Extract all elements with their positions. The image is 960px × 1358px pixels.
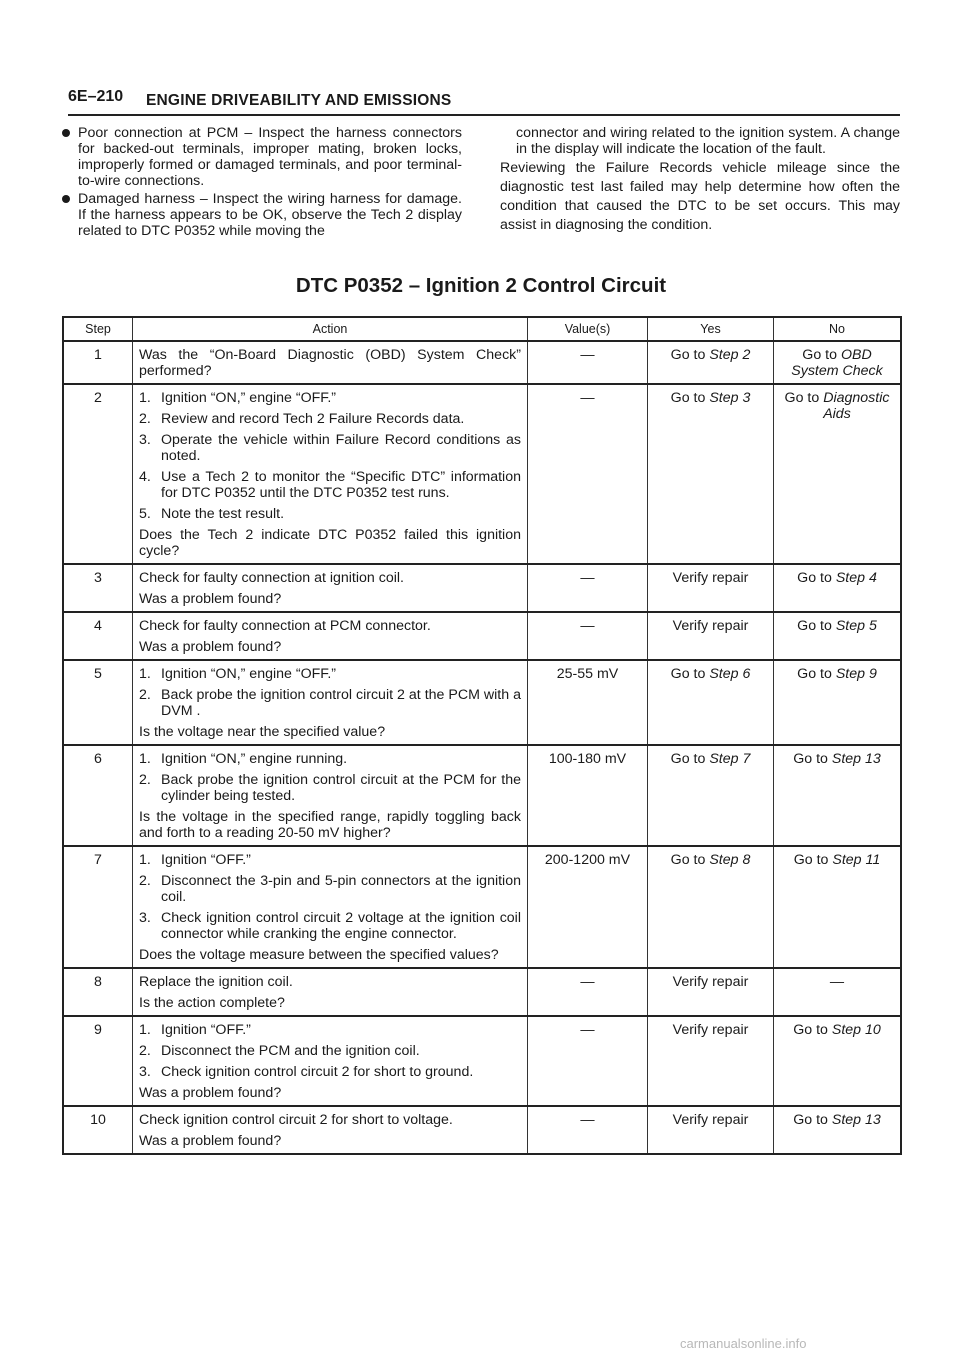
no-link: Step 10 (831, 1022, 881, 1038)
document-title: DTC P0352 – Ignition 2 Control Circuit (295, 274, 667, 297)
action-item-number: 3. (139, 910, 151, 926)
action-item-text: Operate the vehicle within Failure Record conditions as noted. (161, 432, 521, 464)
action-item-text: Note the test result. (161, 506, 285, 522)
value-cell: — (528, 1106, 648, 1154)
no-text: Go to (797, 618, 832, 634)
table-row (63, 1106, 901, 1154)
no-link: Diagnostic Aids (823, 390, 890, 422)
action-item (139, 390, 521, 406)
action-question: Was a problem found? (139, 639, 282, 655)
yes-text: Go to (670, 852, 706, 868)
action-item (139, 910, 521, 942)
no-text: — (829, 974, 845, 990)
value-cell: 25-55 mV (528, 660, 648, 745)
action-question: Was a problem found? (139, 1133, 282, 1149)
header-yes: Yes (648, 317, 774, 341)
no-cell (774, 384, 902, 564)
no-text: Go to (793, 852, 829, 868)
yes-cell (648, 968, 774, 1016)
action-item-text: Check ignition control circuit 2 for short to ground. (161, 1064, 474, 1080)
action-cell (133, 1016, 528, 1106)
action-item (139, 432, 521, 464)
action-cell (133, 564, 528, 612)
watermark: carmanualsonline.info (680, 1336, 807, 1351)
yes-text: Verify repair (672, 1022, 749, 1038)
value-cell: — (528, 968, 648, 1016)
action-item-number: 1. (139, 852, 151, 868)
table-header-row (63, 317, 901, 341)
no-cell (774, 968, 902, 1016)
yes-cell (648, 564, 774, 612)
bullet-continuation: connector and wiring related to the ignition system. A change in the display will indicate the location of the fault. (516, 125, 900, 157)
bullet-item (62, 191, 462, 239)
bullet-icon (62, 195, 70, 203)
yes-text: Go to (670, 751, 706, 767)
no-text: Go to (797, 666, 832, 682)
value-cell: — (528, 612, 648, 660)
table-row (63, 745, 901, 846)
action-item (139, 506, 521, 522)
value-cell: — (528, 341, 648, 384)
action-item-number: 3. (139, 1064, 151, 1080)
action-question: Is the action complete? (139, 995, 285, 1011)
yes-text: Go to (670, 390, 706, 406)
action-item (139, 751, 521, 767)
no-cell (774, 1016, 902, 1106)
yes-text: Verify repair (672, 618, 749, 634)
yes-cell (648, 846, 774, 968)
action-question: Was a problem found? (139, 1085, 282, 1101)
action-instruction: Check for faulty connection at ignition coil. (139, 570, 404, 586)
value-cell: — (528, 1016, 648, 1106)
no-text: Go to (797, 570, 832, 586)
step-number: 6 (63, 745, 133, 846)
step-number: 2 (63, 384, 133, 564)
header-no: No (774, 317, 902, 341)
action-item (139, 1064, 521, 1080)
no-cell (774, 745, 902, 846)
yes-link: Step 2 (709, 347, 751, 363)
yes-cell (648, 612, 774, 660)
bullet-text: Damaged harness – Inspect the wiring harness for damage. If the harness appears to be OK, observe the Tech 2 display related to DTC P0352 while moving the (78, 191, 462, 239)
action-cell (133, 1106, 528, 1154)
no-cell (774, 341, 902, 384)
action-item-text: Ignition “ON,” engine “OFF.” (161, 390, 337, 406)
action-cell (133, 968, 528, 1016)
no-link: Step 4 (835, 570, 877, 586)
no-link: Step 13 (831, 1112, 881, 1128)
action-item-text: Back probe the ignition control circuit 2 at the PCM with a DVM . (161, 687, 521, 719)
action-item (139, 666, 521, 682)
no-link: OBD System Check (791, 347, 883, 379)
yes-cell (648, 1106, 774, 1154)
action-item (139, 772, 521, 804)
step-number: 1 (63, 341, 133, 384)
action-item-number: 2. (139, 873, 151, 889)
yes-text: Verify repair (672, 974, 749, 990)
yes-text: Go to (670, 666, 706, 682)
action-item (139, 687, 521, 719)
yes-link: Step 7 (709, 751, 751, 767)
action-item-number: 1. (139, 751, 151, 767)
action-item-text: Ignition “ON,” engine “OFF.” (161, 666, 337, 682)
action-cell (133, 745, 528, 846)
action-cell (133, 846, 528, 968)
no-text: Go to (802, 347, 837, 363)
yes-link: Step 3 (709, 390, 751, 406)
section-title: ENGINE DRIVEABILITY AND EMISSIONS (146, 92, 452, 109)
action-instruction: Check ignition control circuit 2 for short to voltage. (139, 1112, 453, 1128)
value-cell: — (528, 384, 648, 564)
table-row (63, 846, 901, 968)
diagnostic-table (62, 316, 902, 1155)
no-link: Step 13 (831, 751, 881, 767)
action-item-text: Use a Tech 2 to monitor the “Specific DTC” information for DTC P0352 until the DTC P0352 test runs. (161, 469, 521, 501)
action-instruction: Check for faulty connection at PCM connector. (139, 618, 431, 634)
action-cell (133, 612, 528, 660)
yes-link: Step 6 (709, 666, 751, 682)
action-item-number: 4. (139, 469, 151, 485)
bullet-item (62, 125, 462, 189)
action-item-number: 1. (139, 390, 151, 406)
bullet-icon (62, 129, 70, 137)
action-item (139, 411, 521, 427)
bullet-text: Poor connection at PCM – Inspect the harness connectors for backed-out terminals, improper mating, broken locks, improperly formed or damaged terminals, and poor terminal-to-wire connections. (78, 125, 462, 189)
header-step: Step (63, 317, 133, 341)
table-row (63, 660, 901, 745)
intro-left-column (62, 125, 462, 241)
yes-text: Go to (670, 347, 706, 363)
no-cell (774, 846, 902, 968)
no-cell (774, 660, 902, 745)
no-text: Go to (784, 390, 820, 406)
action-item-text: Ignition “OFF.” (161, 1022, 251, 1038)
no-text: Go to (793, 751, 828, 767)
action-cell (133, 341, 528, 384)
no-cell (774, 612, 902, 660)
header-action: Action (133, 317, 528, 341)
yes-cell (648, 660, 774, 745)
table-row (63, 968, 901, 1016)
action-item-number: 1. (139, 1022, 151, 1038)
action-item-text: Disconnect the PCM and the ignition coil. (161, 1043, 420, 1059)
action-item-number: 5. (139, 506, 151, 522)
step-number: 10 (63, 1106, 133, 1154)
action-question: Is the voltage in the specified range, rapidly toggling back and forth to a reading 20-50 mV higher? (139, 809, 521, 841)
table-row (63, 612, 901, 660)
action-item (139, 1043, 521, 1059)
table-row (63, 341, 901, 384)
action-item (139, 852, 521, 868)
action-item-number: 3. (139, 432, 151, 448)
action-question: Was a problem found? (139, 591, 282, 607)
table-row (63, 1016, 901, 1106)
yes-link: Step 8 (709, 852, 751, 868)
yes-cell (648, 341, 774, 384)
value-cell: 100-180 mV (528, 745, 648, 846)
action-item-text: Ignition “ON,” engine running. (161, 751, 348, 767)
yes-text: Verify repair (672, 570, 749, 586)
page-number: 6E–210 (68, 88, 124, 105)
step-number: 7 (63, 846, 133, 968)
action-item (139, 873, 521, 905)
action-item-number: 1. (139, 666, 151, 682)
table-body (63, 341, 901, 1154)
action-item-text: Back probe the ignition control circuit at the PCM for the cylinder being tested. (161, 772, 521, 804)
table-row (63, 564, 901, 612)
no-cell (774, 1106, 902, 1154)
yes-cell (648, 384, 774, 564)
table-row (63, 384, 901, 564)
no-text: Go to (793, 1022, 828, 1038)
no-link: Step 11 (832, 852, 881, 868)
no-text: Go to (793, 1112, 828, 1128)
intro-right-column (500, 125, 900, 235)
step-number: 8 (63, 968, 133, 1016)
step-number: 3 (63, 564, 133, 612)
action-item-number: 2. (139, 411, 151, 427)
action-instruction: Replace the ignition coil. (139, 974, 293, 990)
action-item-text: Disconnect the 3-pin and 5-pin connectors at the ignition coil. (161, 873, 521, 905)
no-link: Step 5 (835, 618, 877, 634)
action-item-number: 2. (139, 687, 151, 703)
action-item (139, 1022, 521, 1038)
action-item-number: 2. (139, 1043, 151, 1059)
intro-paragraph: Reviewing the Failure Records vehicle mileage since the diagnostic test last failed may help determine how often the condition that caused the DTC to be set occurs. This may assist in diagnosing the condition. (500, 160, 900, 233)
action-question: Is the voltage near the specified value? (139, 724, 386, 740)
action-cell (133, 384, 528, 564)
action-question: Does the voltage measure between the specified values? (139, 947, 499, 963)
value-cell: — (528, 564, 648, 612)
page-header (68, 88, 900, 116)
yes-cell (648, 1016, 774, 1106)
action-item-text: Review and record Tech 2 Failure Records data. (161, 411, 465, 427)
action-question: Does the Tech 2 indicate DTC P0352 failed this ignition cycle? (139, 527, 521, 559)
step-number: 4 (63, 612, 133, 660)
action-cell (133, 660, 528, 745)
action-item-text: Check ignition control circuit 2 voltage at the ignition coil connector while cranking the engine connector. (161, 910, 521, 942)
step-number: 5 (63, 660, 133, 745)
action-item-text: Ignition “OFF.” (161, 852, 251, 868)
action-question: Was the “On-Board Diagnostic (OBD) System Check” performed? (139, 347, 521, 379)
yes-text: Verify repair (672, 1112, 749, 1128)
step-number: 9 (63, 1016, 133, 1106)
yes-cell (648, 745, 774, 846)
header-values: Value(s) (528, 317, 648, 341)
action-item-number: 2. (139, 772, 151, 788)
action-item (139, 469, 521, 501)
no-link: Step 9 (835, 666, 877, 682)
no-cell (774, 564, 902, 612)
value-cell: 200-1200 mV (528, 846, 648, 968)
